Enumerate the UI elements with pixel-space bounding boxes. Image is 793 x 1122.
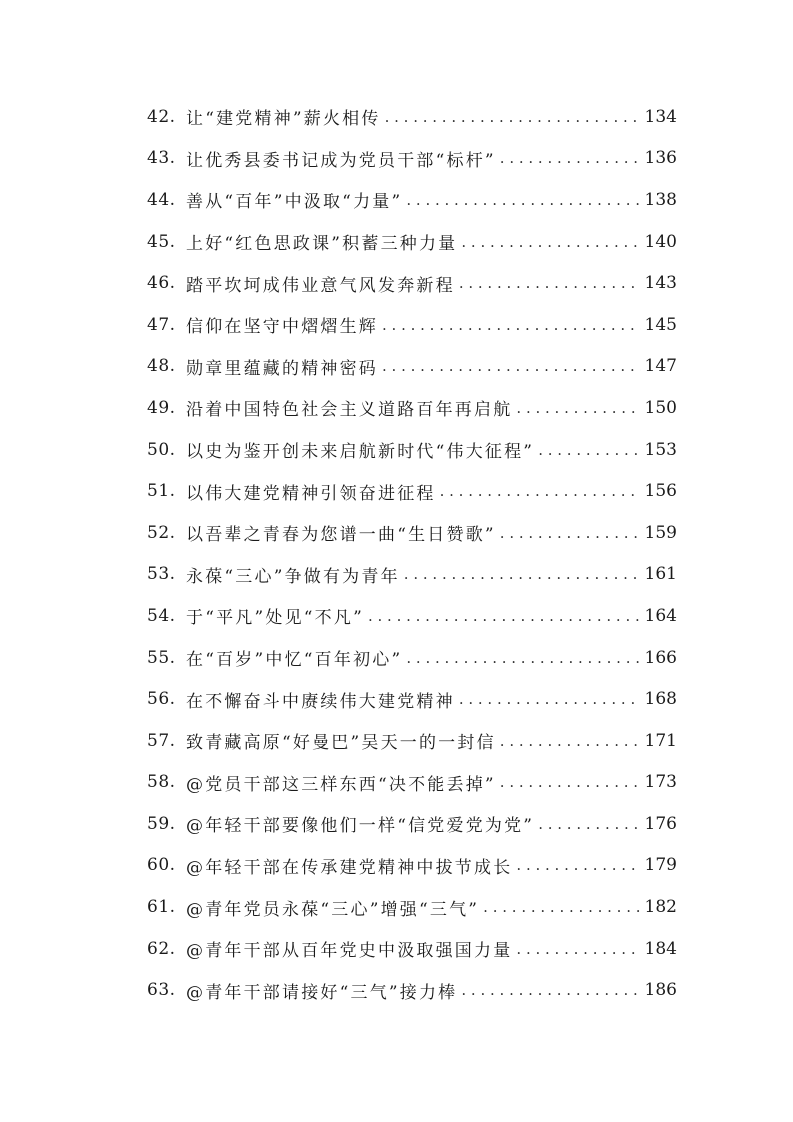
dot-leader (538, 441, 641, 459)
dot-leader (368, 607, 641, 625)
entry-body (186, 146, 641, 171)
entry-number: 50. (147, 439, 176, 460)
entry-body (186, 271, 641, 296)
dot-leader (406, 649, 641, 667)
dot-leader (500, 149, 641, 167)
entry-number: 61. (147, 897, 176, 918)
entry-number: 49. (147, 397, 176, 418)
toc-entry[interactable] (0, 886, 793, 928)
entry-title: 以吾辈之青春为您谱一曲“生日赞歌” (186, 525, 496, 546)
toc-entry[interactable] (0, 429, 793, 471)
entry-title: 沿着中国特色社会主义道路百年再启航 (186, 400, 513, 421)
toc-entry[interactable] (0, 720, 793, 762)
entry-body (186, 645, 641, 670)
entry-body (186, 354, 641, 379)
entry-number: 52. (147, 522, 176, 543)
toc-entry[interactable] (0, 762, 793, 804)
entry-page-number: 143 (644, 273, 677, 294)
entry-title: @青年干部从百年党史中汲取强国力量 (186, 941, 513, 962)
toc-entry[interactable] (0, 637, 793, 679)
dot-leader (440, 482, 641, 500)
toc-entry[interactable] (0, 262, 793, 304)
entry-number: 53. (147, 564, 176, 585)
entry-title: @年轻干部要像他们一样“信党爱党为党” (186, 816, 535, 837)
dot-leader (461, 233, 641, 251)
entry-title: 致青藏高原“好曼巴”吴天一的一封信 (186, 733, 496, 754)
entry-body (186, 520, 641, 545)
entry-page-number: 134 (644, 106, 677, 127)
toc-entry[interactable] (0, 678, 793, 720)
entry-number: 48. (147, 356, 176, 377)
entry-number: 60. (147, 855, 176, 876)
entry-title: @青年党员永葆“三心”增强“三气” (186, 899, 480, 920)
entry-page-number: 159 (644, 522, 677, 543)
entry-page-number: 171 (644, 730, 677, 751)
entry-number: 46. (147, 273, 176, 294)
entry-page-number: 186 (644, 980, 677, 1001)
entry-body (186, 936, 641, 961)
entry-body (186, 312, 641, 337)
entry-body (186, 395, 641, 420)
entry-page-number: 176 (644, 813, 677, 834)
entry-body (186, 104, 641, 129)
entry-number: 42. (147, 106, 176, 127)
entry-title: 让优秀县委书记成为党员干部“标杆” (186, 150, 496, 171)
entry-page-number: 150 (644, 397, 677, 418)
dot-leader (382, 357, 641, 375)
entry-number: 56. (147, 689, 176, 710)
dot-leader (483, 898, 641, 916)
dot-leader (500, 773, 641, 791)
entry-page-number: 147 (644, 356, 677, 377)
entry-page-number: 168 (644, 689, 677, 710)
entry-title: 踏平坎坷成伟业意气风发奔新程 (186, 275, 455, 296)
entry-page-number: 156 (644, 481, 677, 502)
entry-page-number: 138 (644, 189, 677, 210)
entry-title: 信仰在坚守中熠熠生辉 (186, 317, 378, 338)
entry-number: 62. (147, 938, 176, 959)
toc-entry[interactable] (0, 304, 793, 346)
entry-page-number: 136 (644, 148, 677, 169)
entry-title: @青年干部请接好“三气”接力棒 (186, 982, 458, 1003)
dot-leader (459, 690, 641, 708)
entry-title: 在“百岁”中忆“百年初心” (186, 650, 403, 671)
toc-entry[interactable] (0, 470, 793, 512)
dot-leader (516, 856, 641, 874)
entry-title: 永葆“三心”争做有为青年 (186, 566, 400, 587)
toc-entry[interactable] (0, 96, 793, 138)
entry-body (186, 811, 641, 836)
entry-body (186, 187, 641, 212)
entry-number: 47. (147, 314, 176, 335)
entry-body (186, 229, 641, 254)
toc-entry[interactable] (0, 221, 793, 263)
entry-body (186, 603, 641, 628)
dot-leader (404, 565, 641, 583)
entry-page-number: 173 (644, 772, 677, 793)
entry-page-number: 140 (644, 231, 677, 252)
dot-leader (516, 399, 641, 417)
entry-number: 57. (147, 730, 176, 751)
toc-entry[interactable] (0, 595, 793, 637)
entry-number: 45. (147, 231, 176, 252)
dot-leader (382, 316, 641, 334)
entry-page-number: 153 (644, 439, 677, 460)
toc-entry[interactable] (0, 387, 793, 429)
toc-entry[interactable] (0, 554, 793, 596)
entry-number: 63. (147, 980, 176, 1001)
entry-page-number: 161 (644, 564, 677, 585)
toc-entry[interactable] (0, 845, 793, 887)
toc-entry[interactable] (0, 179, 793, 221)
entry-body (186, 770, 641, 795)
entry-title: 以伟大建党精神引领奋进征程 (186, 483, 436, 504)
dot-leader (406, 191, 641, 209)
entry-body (186, 978, 641, 1003)
entry-number: 44. (147, 189, 176, 210)
toc-entry[interactable] (0, 512, 793, 554)
entry-title: 以史为鉴开创未来启航新时代“伟大征程” (186, 442, 535, 463)
entry-title: 在不懈奋斗中赓续伟大建党精神 (186, 691, 455, 712)
entry-page-number: 179 (644, 855, 677, 876)
entry-title: 上好“红色思政课”积蓄三种力量 (186, 234, 458, 255)
entry-title: @年轻干部在传承建党精神中拔节成长 (186, 857, 513, 878)
entry-number: 55. (147, 647, 176, 668)
dot-leader (500, 732, 641, 750)
entry-title: 善从“百年”中汲取“力量” (186, 192, 403, 213)
toc-entry[interactable] (0, 969, 793, 1011)
entry-number: 51. (147, 481, 176, 502)
toc-entry[interactable] (0, 346, 793, 388)
dot-leader (516, 940, 641, 958)
entry-body (186, 853, 641, 878)
entry-body (186, 895, 641, 920)
entry-number: 58. (147, 772, 176, 793)
dot-leader (538, 815, 641, 833)
entry-number: 54. (147, 605, 176, 626)
entry-number: 43. (147, 148, 176, 169)
entry-body (186, 437, 641, 462)
dot-leader (500, 524, 641, 542)
dot-leader (461, 981, 641, 999)
entry-page-number: 145 (644, 314, 677, 335)
entry-body (186, 728, 641, 753)
toc-entry[interactable] (0, 803, 793, 845)
entry-title: @党员干部这三样东西“决不能丢掉” (186, 774, 496, 795)
dot-leader (385, 108, 641, 126)
entry-title: 于“平凡”处见“不凡” (186, 608, 364, 629)
entry-body (186, 687, 641, 712)
entry-body (186, 479, 641, 504)
entry-page-number: 166 (644, 647, 677, 668)
toc-entry[interactable] (0, 138, 793, 180)
entry-page-number: 184 (644, 938, 677, 959)
dot-leader (459, 274, 641, 292)
table-of-contents (0, 96, 793, 1011)
entry-page-number: 164 (644, 605, 677, 626)
toc-entry[interactable] (0, 928, 793, 970)
entry-number: 59. (147, 813, 176, 834)
entry-page-number: 182 (644, 897, 677, 918)
entry-title: 让“建党精神”薪火相传 (186, 109, 381, 130)
entry-title: 勋章里蕴藏的精神密码 (186, 358, 378, 379)
entry-body (186, 562, 641, 587)
